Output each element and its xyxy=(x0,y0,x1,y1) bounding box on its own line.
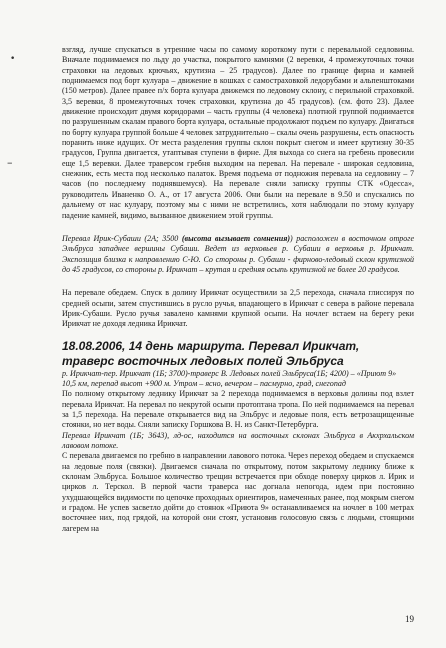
paragraph: На перевале обедаем. Спуск в долину Ирикчат осуществили за 2,5 перехода, сначала глиссируя по средней осыпи, затем спустившись в русло ручья, впадающего в Ирикчат с севера в районе перевала Ирик-Субаши. Русло ручья завалено камнями крупной осыпи. На ночлег встаем на берегу реки Ирикчат не доходя ледника Ирикчат. xyxy=(62,288,414,329)
page-number: 19 xyxy=(405,614,414,624)
paragraph: С перевала двигаемся по гребню в направлении лавового потока. Через переход обедаем и спускаемся на ледовые поля (связки). Двигаемся сначала по открытому, потом закрытому леднику ближе к склонам Эльбруса. Большое количество трещин встречается при обходе поверху цирков л. Ирик и цирков л. Терскол. В первой части траверса нас догнала непогода, идем при постоянно ухудшающейся видимости по цепочке проходных ориентиров, намеченных ранее, под мокрым снегом и градом. Не успев засветло дойти до стоянок «Приюта 9» останавливаемся на ночлег в 100 метрах восточнее них, под грядой, на которой они стоят, установив голосовую связь с людьми, стоящими лагерем на xyxy=(62,451,414,533)
pass-note-text: ) расположен в восточном отроге Эльбруса западнее вершины Субаши. Ведет из верховьев р. Субаши в верховья р. Ирикчат. Экспозиция близка к направлению С-Ю. Со стороны р. Субаши - фирново-ледовый склон крутизной до 45 градусов, со стороны р. Ирикчат – крутая и средняя осыпь крутизной не более 20 градусов. xyxy=(62,233,415,274)
paragraph: По полному открытому леднику Ирикчат за 2 перехода поднимаемся в верховья долины под взлет перевала Ирикчат. На перевал по некрутой осыпи протоптана тропа. По ней поднимаемся на перевал за 1,5 перехода. На перевале открывается вид на Эльбрус и ледовые поля, есть ветрозащищенные стоянки, но нет воды. Сняли записку Горшкова В. Н. из Санкт-Петербурга. xyxy=(62,389,414,430)
route-line: р. Ирикчат-пер. Ирикчат (1Б; 3700)-траверс В. Ледовых полей Эльбруса(1Б; 4200) – «Приют 9» xyxy=(62,368,397,378)
pass-description: Перевал Ирикчат (1Б; 3643), лд-ос, находится на восточных склонах Эльбруса в Акхрхальском лавовом потоке. xyxy=(62,430,414,450)
section-heading: 18.08.2006, 14 день маршрута. Перевал Ирикчат, траверс восточных ледовых полей Эльбруса xyxy=(62,338,360,368)
pass-note-text: Перевал Ирик-Субаши (2А; 3500 xyxy=(62,233,182,243)
margin-mark: – xyxy=(7,156,13,169)
paragraph: взгляд, лучше спускаться в утренние часы по самому короткому пути с перевальной седловины. Вначале поднимаемся по льду до участка, покрытого камнями (2 веревки, 4 промежуточных точки страховки на ледовых крючьях, крутизна – 25 градусов). Далее по границе фирна и камней поднимаемся под борт кулуара – движение в кошках с самостраховкой ледорубами и альпенштоками (150 метров). Далее правее п/х борта кулуара движемся по ледовому склону, с перильной страховкой. 3,5 веревки, 8 промежуточных точек страховки, крутизна до 45 градусов). (см. фото 23). Далее движение происходит двумя коридорами – часть группы (4 человека) плотной группой поднимается по разрушенным скалам правого борта кулуара, остальные продолжают подъем по кулуару. Двигаться по борту кулуара группой больше 4 человек затруднительно – скалы очень разрушены, есть опасность поранить ниже идущих. От места разделения группы склон покрыт снегом и имеет крутизну 30-35 градусов, Группа двигается, утаптывая ступени в фирне. Для выхода со снега на гребень провесили еще 1,5 веревки. Далее траверсом гребня выходим на перевал. На перевале - широкая седловина, снежник, есть места под несколько палаток. Время подъема от подножия перевала на седловину – 7 часов (по последнему поднявшемуся). На перевале сняли записку группы СТК «Одесса», руководитель Иваненко О. А., от 17 августа 2006. Они были на перевале в 9.50 и спускались по дальнему от нас кулуару, поэтому мы с ними не встретились, хотя наблюдали по этому кулуару падение камней, видимо, вызванное движением этой группы. xyxy=(62,45,414,220)
pass-note-bold: (высота вызывает сомнения) xyxy=(181,233,291,243)
margin-mark: • xyxy=(10,54,16,64)
stats-line: 10,5 км, перепад высот +900 м. Утром – ясно, вечером – пасмурно, град, снегопад xyxy=(62,378,346,388)
pass-description xyxy=(62,234,414,275)
page-content xyxy=(62,45,414,534)
